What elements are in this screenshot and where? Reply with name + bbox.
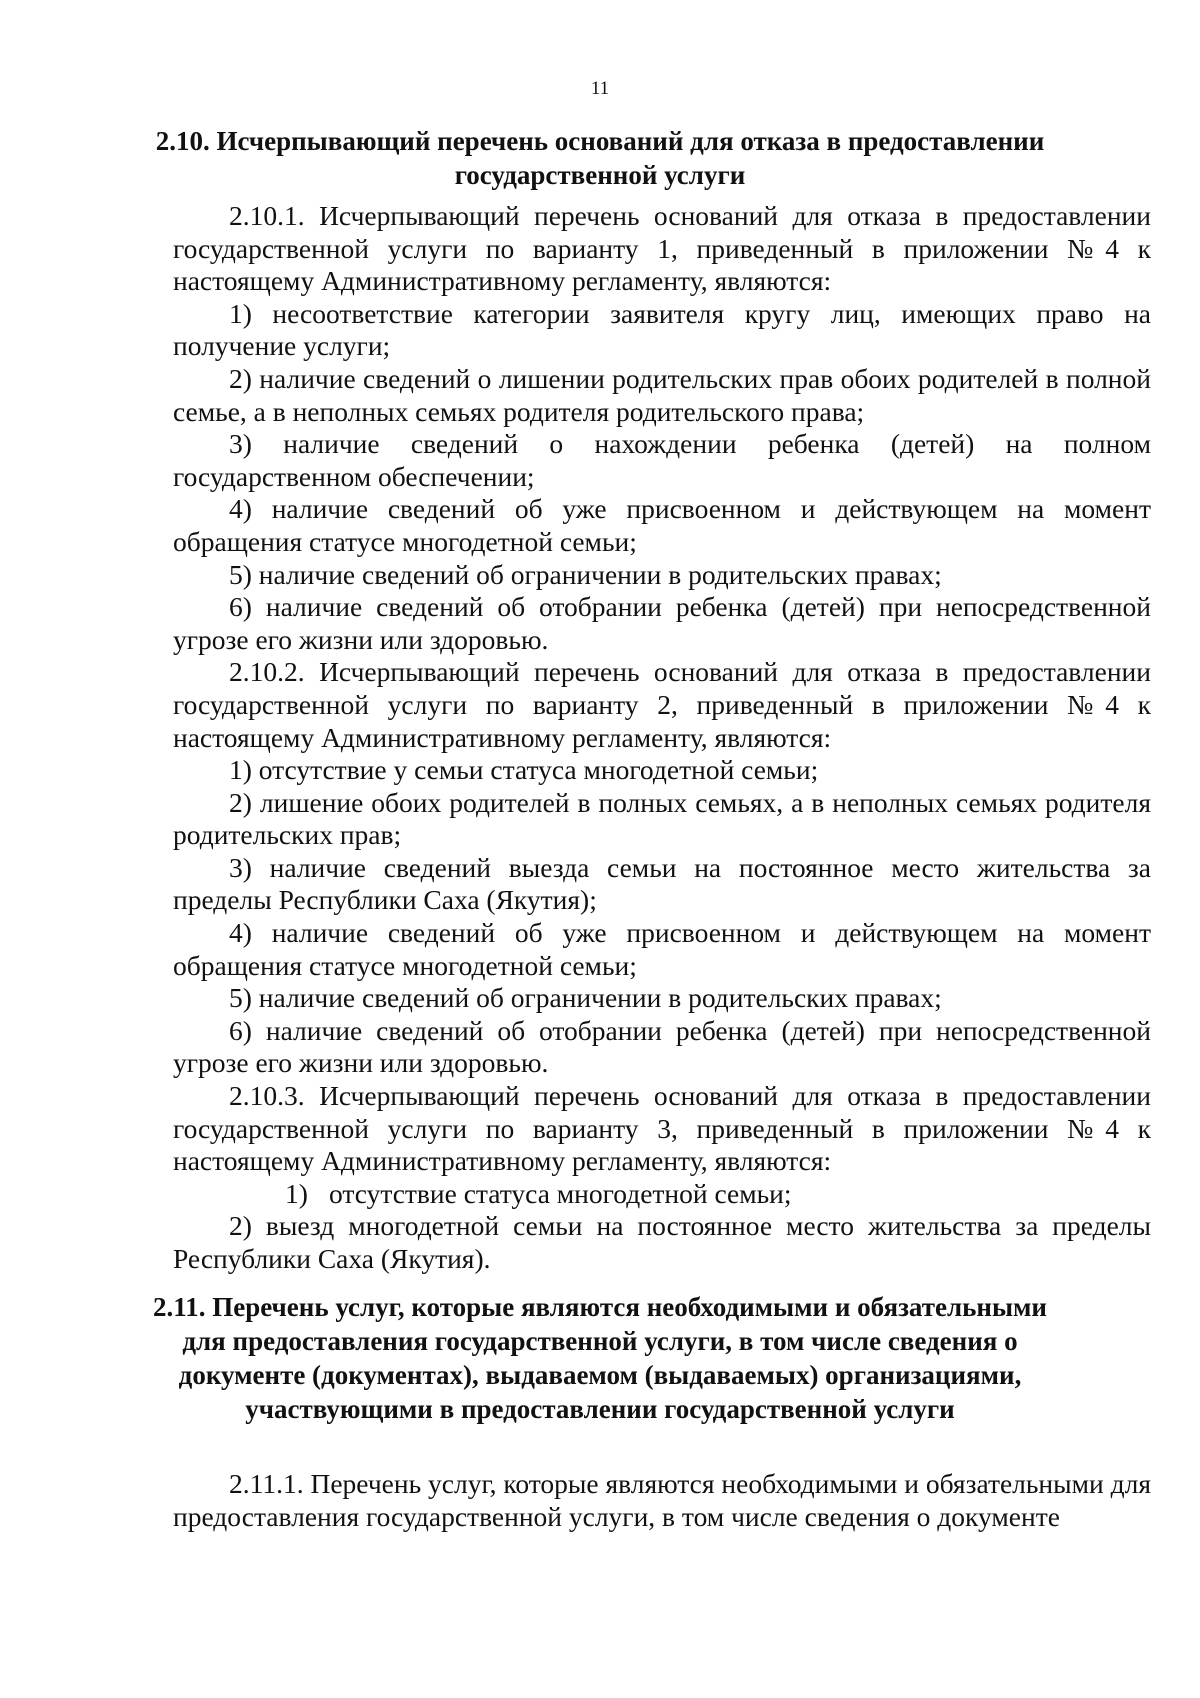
list-item: 3) наличие сведений о нахождении ребенка (детей) на полном государственном обеспечении; <box>173 428 1151 492</box>
list-item-text: отсутствие статуса многодетной семьи; <box>329 1177 792 1209</box>
paragraph-2-10-3: 2.10.3. Исчерпывающий перечень оснований для отказа в предоставлении государственной услуги по варианту 3, приведенный в приложении №4 к настоящему Административному регламенту, являются: <box>173 1080 1151 1177</box>
section-2-10-body <box>173 200 1151 1276</box>
list-item: 4) наличие сведений об уже присвоенном и действующем на момент обращения статусе многодетной семьи; <box>173 917 1151 981</box>
list-item: 1) несоответствие категории заявителя кругу лиц, имеющих право на получение услуги; <box>173 297 1151 362</box>
list-item: 2) лишение обоих родителей в полных семьях, а в неполных семьях родителя родительских прав; <box>173 786 1151 851</box>
paragraph-2-10-2: 2.10.2. Исчерпывающий перечень оснований для отказа в предоставлении государственной услуги по варианту 2, приведенный в приложении №4 к настоящему Административному регламенту, являются: <box>173 656 1151 753</box>
list-item: 2) наличие сведений о лишении родительских прав обоих родителей в полной семье, а в неполных семьях родителя родительского права; <box>173 362 1151 427</box>
section-2-10-heading: 2.10. Исчерпывающий перечень оснований для отказа в предоставлении государственной услуги <box>155 126 1045 190</box>
list-item: 5) наличие сведений об ограничении в родительских правах; <box>229 982 942 1014</box>
paragraph-2-10-1: 2.10.1. Исчерпывающий перечень оснований для отказа в предоставлении государственной услуги по варианту 1, приведенный в приложении №4 к настоящему Административному регламенту, являются: <box>173 200 1151 297</box>
list-item-number: 1) <box>285 1177 308 1209</box>
list-item: 6) наличие сведений об отобрании ребенка (детей) при непосредственной угрозе его жизни или здоровью. <box>173 591 1151 655</box>
list-item: 4) наличие сведений об уже присвоенном и действующем на момент обращения статусе многодетной семьи; <box>173 493 1151 557</box>
section-2-11-heading: 2.11. Перечень услуг, которые являются необходимыми и обязательными для предоставления государственной услуги, в том числе сведения о документе (документах), выдаваемом (выдаваемых) организациями, участвующими в предоставлении государственной услуги <box>152 1292 1047 1424</box>
paragraph-2-11-1: 2.11.1. Перечень услуг, которые являются необходимыми и обязательными для предоставления государственной услуги, в том числе сведения о документе <box>173 1468 1151 1532</box>
section-2-11-body <box>173 1468 1151 1533</box>
list-item <box>173 1178 1151 1211</box>
page-number: 11 <box>590 78 610 99</box>
list-item: 1) отсутствие у семьи статуса многодетной семьи; <box>229 754 819 786</box>
list-item: 5) наличие сведений об ограничении в родительских правах; <box>229 558 942 590</box>
list-item: 6) наличие сведений об отобрании ребенка (детей) при непосредственной угрозе его жизни или здоровью. <box>173 1014 1151 1079</box>
list-item: 2) выезд многодетной семьи на постоянное место жительства за пределы Республики Саха (Якутия). <box>173 1210 1151 1274</box>
list-item: 3) наличие сведений выезда семьи на постоянное место жительства за пределы Республики Саха (Якутия); <box>173 851 1151 916</box>
